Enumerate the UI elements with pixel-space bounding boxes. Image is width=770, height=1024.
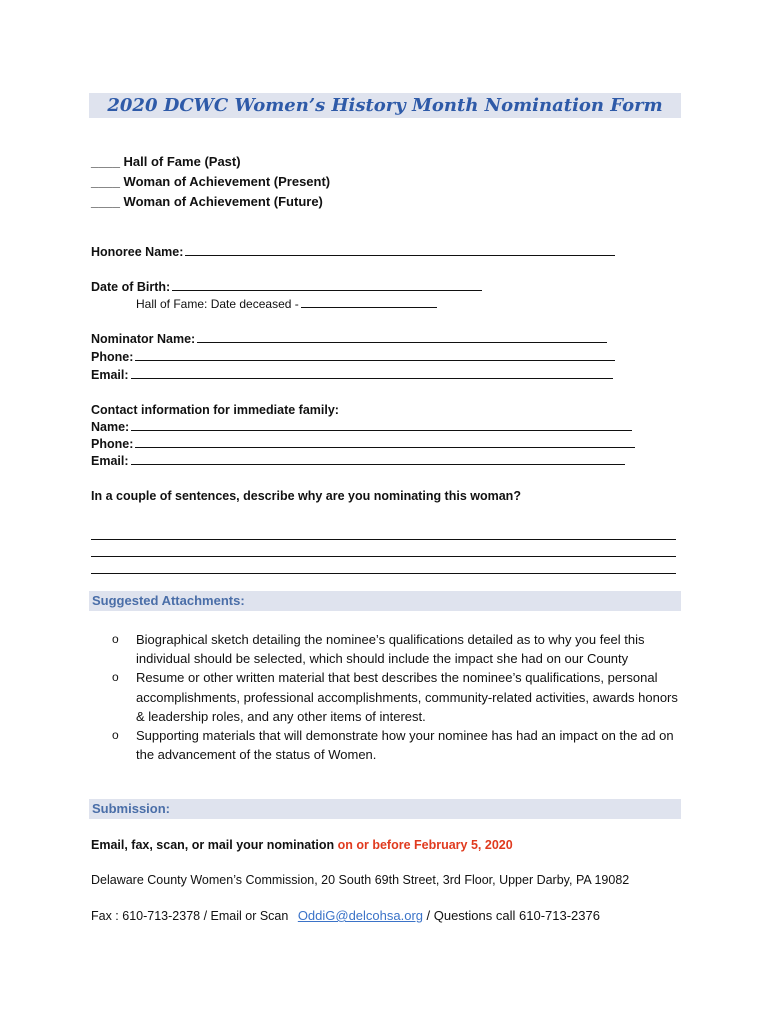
attachment-supporting-materials: Supporting materials that will demonstrate how your nominee has had an impact on the ad on the advancement of the status of Women. (136, 728, 674, 763)
nominator-phone-field[interactable] (135, 350, 615, 361)
contact-row (91, 908, 600, 923)
submission-heading: Submission: (92, 801, 171, 816)
family-email-label: Email: (91, 454, 129, 468)
bullet-circle-icon: o (112, 632, 119, 646)
bullet-circle-icon: o (112, 670, 119, 685)
bullet-circle-icon: o (112, 728, 119, 743)
family-contact-heading: Contact information for immediate family: (91, 403, 339, 417)
commission-address: Delaware County Women’s Commission, 20 South 69th Street, 3rd Floor, Upper Darby, PA 19082 (91, 873, 630, 887)
date-of-birth-row (91, 280, 482, 294)
list-item (112, 668, 682, 726)
nominator-name-label: Nominator Name: (91, 332, 196, 346)
category-achievement-present[interactable]: ____ Woman of Achievement (Present) (91, 174, 331, 189)
honoree-name-row (91, 245, 615, 259)
nominator-name-row (91, 332, 607, 346)
nominator-name-field[interactable] (197, 332, 607, 343)
submission-instruction: Email, fax, scan, or mail your nomination (91, 838, 335, 852)
attachments-list (112, 630, 682, 764)
family-name-row (91, 420, 632, 434)
nominator-email-row (91, 368, 613, 382)
email-link[interactable]: OddiG@delcohsa.org (297, 908, 424, 923)
family-email-row (91, 454, 625, 468)
nominator-phone-row (91, 350, 615, 364)
date-deceased-field[interactable] (301, 297, 437, 308)
date-deceased-label: Hall of Fame: Date deceased - (136, 297, 299, 311)
list-item (112, 726, 682, 764)
nominator-email-field[interactable] (131, 368, 613, 379)
answer-line-2[interactable] (91, 556, 676, 557)
form-title: 2020 DCWC Women’s History Month Nomination Form (107, 95, 663, 116)
fax-label: Fax : 610-713-2378 / Email or Scan (91, 909, 289, 923)
family-email-field[interactable] (131, 454, 625, 465)
submission-bar (89, 799, 681, 819)
category-hall-of-fame[interactable]: ____ Hall of Fame (Past) (91, 154, 241, 169)
attachment-biographical-sketch: Biographical sketch detailing the nominee’s qualifications detailed as to why you feel this individual should be selected, which should include the impact she had on our County (136, 632, 645, 667)
family-name-field[interactable] (131, 420, 632, 431)
family-phone-field[interactable] (135, 437, 635, 448)
submission-deadline: on or before February 5, 2020 (337, 838, 513, 852)
questions-phone: / Questions call 610-713-2376 (426, 908, 600, 923)
answer-line-3[interactable] (91, 573, 676, 574)
nominator-phone-label: Phone: (91, 350, 134, 364)
attachment-resume: Resume or other written material that best describes the nominee’s qualifications, personal accomplishments, professional accomplishments, community-related activities, awards honors & leadership roles, and any other items of interest. (136, 670, 678, 724)
family-phone-label: Phone: (91, 437, 134, 451)
family-name-label: Name: (91, 420, 130, 434)
answer-line-1[interactable] (91, 539, 676, 540)
title-bar (89, 93, 681, 118)
date-deceased-row (136, 297, 437, 311)
date-of-birth-field[interactable] (172, 280, 482, 291)
nomination-question: In a couple of sentences, describe why are you nominating this woman? (91, 489, 521, 503)
honoree-name-label: Honoree Name: (91, 245, 184, 259)
submission-instruction-row (91, 838, 513, 852)
list-item (112, 630, 682, 668)
category-achievement-future[interactable]: ____ Woman of Achievement (Future) (91, 194, 323, 209)
family-phone-row (91, 437, 635, 451)
honoree-name-field[interactable] (185, 245, 615, 256)
date-of-birth-label: Date of Birth: (91, 280, 171, 294)
nominator-email-label: Email: (91, 368, 129, 382)
attachments-bar (89, 591, 681, 611)
attachments-heading: Suggested Attachments: (92, 593, 245, 608)
